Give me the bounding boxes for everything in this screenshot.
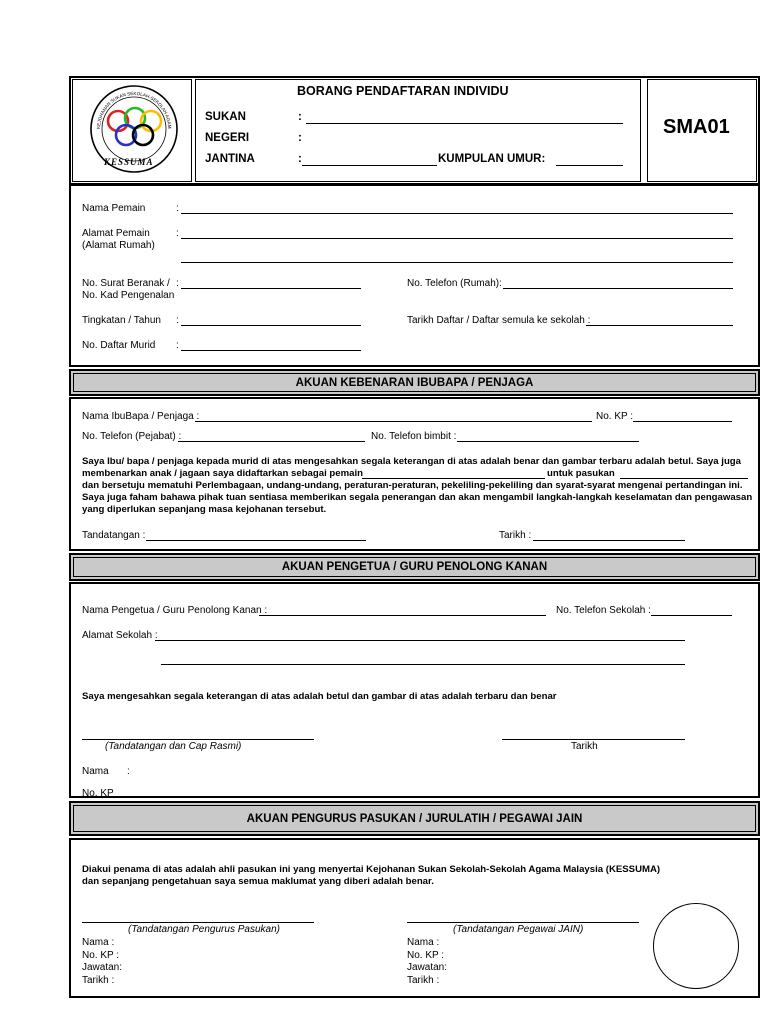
nama-pemain-field[interactable] xyxy=(181,213,733,214)
daftar-murid-field[interactable] xyxy=(181,350,361,351)
manager-kp-label: No. KP : xyxy=(82,950,120,961)
colon: : xyxy=(499,278,502,289)
manager-para-1: Diakui penama di atas adalah ahli pasukan ini yang menyertai Kejohanan Sukan Sekolah-Sekolah Agama Malaysia (KESSUMA) xyxy=(82,864,661,875)
parent-para-5: yang diperlukan sepanjang masa kejohanan tersebut. xyxy=(82,504,327,515)
sukan-field[interactable] xyxy=(306,123,623,124)
colon: : xyxy=(127,766,130,777)
parent-band-title: AKUAN KEBENARAN IBUBAPA / PENJAGA xyxy=(295,376,534,389)
jain-nama-label: Nama : xyxy=(407,937,440,948)
tel-pejabat-field[interactable] xyxy=(178,441,365,442)
colon: : xyxy=(176,278,179,289)
nama-pemain-label: Nama Pemain xyxy=(82,203,146,214)
sukan-label: SUKAN xyxy=(205,111,246,123)
principal-band-title: AKUAN PENGETUA / GURU PENOLONG KANAN xyxy=(281,561,548,573)
kad-pengenalan-label: No. Kad Pengenalan xyxy=(82,290,175,301)
tel-sekolah-field[interactable] xyxy=(651,615,732,616)
principal-tarikh-caption: Tarikh xyxy=(571,741,598,752)
alamat-sekolah-field-2[interactable] xyxy=(161,664,685,665)
colon: : xyxy=(176,315,179,326)
official-stamp-circle[interactable] xyxy=(653,903,739,989)
jain-jawatan-label: Jawatan: xyxy=(407,962,448,973)
alamat-rumah-sublabel: (Alamat Rumah) xyxy=(82,240,155,251)
tarikh-daftar-field[interactable] xyxy=(586,325,733,326)
sukan-colon: : xyxy=(298,111,302,123)
telefon-rumah-label: No. Telefon (Rumah) xyxy=(407,278,500,289)
principal-signature-line[interactable] xyxy=(82,739,314,740)
kumpulan-umur-label: KUMPULAN UMUR: xyxy=(438,153,546,165)
alamat-pemain-label: Alamat Pemain xyxy=(82,228,150,239)
parent-band xyxy=(69,369,760,396)
daftar-murid-label: No. Daftar Murid xyxy=(82,340,156,351)
parent-para-2b: untuk pasukan xyxy=(547,468,615,479)
parent-tandatangan-label: Tandatangan : xyxy=(82,530,146,541)
tingkatan-field[interactable] xyxy=(181,325,361,326)
manager-band-title: AKUAN PENGURUS PASUKAN / JURULATIH / PEGAWAI JAIN xyxy=(246,812,583,825)
form-title: BORANG PENDAFTARAN INDIVIDU xyxy=(297,84,509,98)
player-section xyxy=(69,184,760,367)
pengetua-nama-field[interactable] xyxy=(259,615,546,616)
alamat-sekolah-label: Alamat Sekolah : xyxy=(82,630,158,641)
pasukan-field[interactable] xyxy=(620,478,748,479)
parent-kp-field[interactable] xyxy=(633,421,732,422)
parent-tandatangan-field[interactable] xyxy=(146,540,366,541)
manager-nama-label: Nama : xyxy=(82,937,115,948)
alamat-pemain-field-1[interactable] xyxy=(181,238,733,239)
pemain-field[interactable] xyxy=(362,478,545,479)
manager-band xyxy=(69,801,760,836)
cut-off-text: No. KP xyxy=(82,788,114,798)
tel-sekolah-label: No. Telefon Sekolah : xyxy=(556,605,651,616)
principal-sign-caption: (Tandatangan dan Cap Rasmi) xyxy=(105,741,242,752)
principal-nama-label: Nama xyxy=(82,766,109,777)
svg-text:KEJOHANAN SUKAN SEKOLAH-SEKOLA: KEJOHANAN SUKAN SEKOLAH-SEKOLAH AGAM xyxy=(95,90,173,130)
nama-ibubapa-field[interactable] xyxy=(195,421,592,422)
tel-pejabat-label: No. Telefon (Pejabat) : xyxy=(82,431,182,442)
colon: : xyxy=(176,340,179,351)
jain-kp-label: No. KP : xyxy=(407,950,445,961)
manager-sign-caption: (Tandatangan Pengurus Pasukan) xyxy=(128,924,280,935)
manager-para-2: dan sepanjang pengetahuan saya semua maklumat yang diberi adalah benar. xyxy=(82,876,434,887)
surat-beranak-label: No. Surat Beranak / xyxy=(82,278,170,289)
parent-para-2a: membenarkan anak / jagaan saya didaftarkan sebagai pemain xyxy=(82,468,364,479)
telefon-rumah-field[interactable] xyxy=(503,288,733,289)
form-code: SMA01 xyxy=(663,116,730,138)
jantina-field[interactable] xyxy=(302,165,437,166)
parent-para-3: dan bersetuju mematuhi Perlembagaan, undang-undang, peraturan-peraturan, pekeliling-pekeliling dan syarat-syarat mengenai pertandingan ini. xyxy=(82,480,743,491)
alamat-pemain-field-2[interactable] xyxy=(181,262,733,263)
tingkatan-label: Tingkatan / Tahun xyxy=(82,315,161,326)
parent-tarikh-field[interactable] xyxy=(533,540,685,541)
parent-tarikh-label: Tarikh : xyxy=(499,530,532,541)
manager-jawatan-label: Jawatan: xyxy=(82,962,123,973)
negeri-colon: : xyxy=(298,132,302,144)
principal-tarikh-line[interactable] xyxy=(502,739,685,740)
jain-tarikh-label: Tarikh : xyxy=(407,975,440,986)
logo-text: KESSUMA xyxy=(104,157,154,167)
tarikh-daftar-label: Tarikh Daftar / Daftar semula ke sekolah : xyxy=(407,315,591,326)
manager-tarikh-label: Tarikh : xyxy=(82,975,115,986)
colon: : xyxy=(176,203,179,214)
surat-beranak-field[interactable] xyxy=(181,288,361,289)
kumpulan-umur-field[interactable] xyxy=(556,165,623,166)
pengetua-nama-label: Nama Pengetua / Guru Penolong Kanan : xyxy=(82,605,268,616)
jantina-colon: : xyxy=(298,153,302,165)
principal-band xyxy=(69,553,760,581)
nama-ibubapa-label: Nama IbuBapa / Penjaga : xyxy=(82,411,200,422)
manager-section xyxy=(69,838,760,998)
principal-statement: Saya mengesahkan segala keterangan di atas adalah betul dan gambar di atas adalah terbaru dan benar xyxy=(82,691,557,702)
jain-signature-line[interactable] xyxy=(407,922,639,923)
tel-bimbit-label: No. Telefon bimbit : xyxy=(371,431,457,442)
negeri-label: NEGERI xyxy=(205,132,250,144)
alamat-sekolah-field-1[interactable] xyxy=(155,640,685,641)
jain-sign-caption: (Tandatangan Pegawai JAIN) xyxy=(453,924,584,935)
parent-para-1: Saya Ibu/ bapa / penjaga kepada murid di atas mengesahkan segala keterangan di atas adalah benar dan gambar terbaru adalah betul. Saya juga xyxy=(82,456,741,467)
jantina-label: JANTINA xyxy=(205,153,255,165)
parent-kp-label: No. KP : xyxy=(596,411,634,422)
manager-signature-line[interactable] xyxy=(82,922,314,923)
parent-para-4: Saya juga faham bahawa pihak tuan sentiasa memberikan segala penerangan dan akan mengambil langkah-langkah keselamatan dan pengawasan xyxy=(82,492,753,503)
tel-bimbit-field[interactable] xyxy=(457,441,639,442)
colon: : xyxy=(176,228,179,239)
